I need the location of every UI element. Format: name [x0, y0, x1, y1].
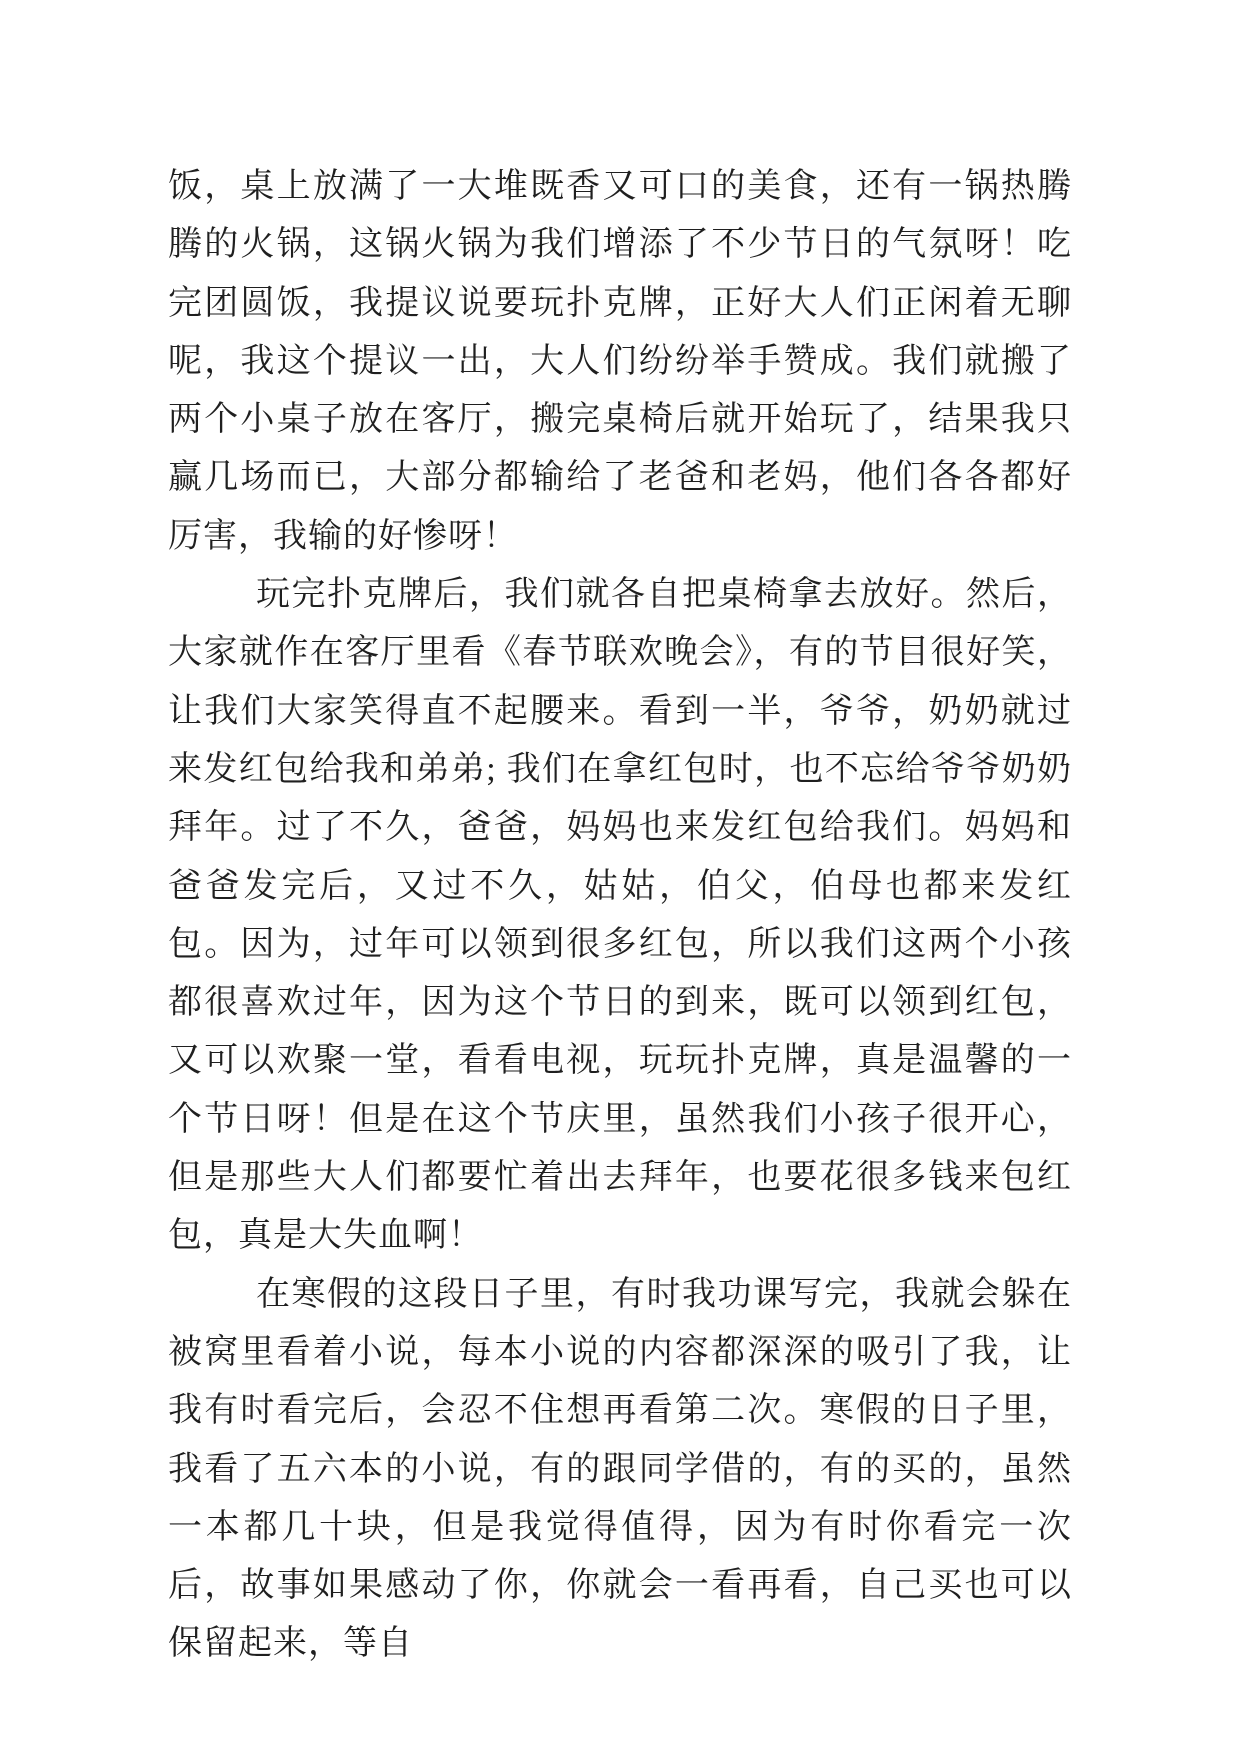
paragraph: 在寒假的这段日子里，有时我功课写完，我就会躲在被窝里看着小说，每本小说的内容都深深的吸引了我，让我有时看完后，会忍不住想再看第二次。寒假的日子里，我看了五六本的小说，有的跟同学借的，有的买的，虽然一本都几十块，但是我觉得值得，因为有时你看完一次后，故事如果感动了你，你就会一看再看，自己买也可以保留起来，等自 — [168, 1275, 1072, 1663]
paragraph: 玩完扑克牌后，我们就各自把桌椅拿去放好。然后，大家就作在客厅里看《春节联欢晚会》，有的节目很好笑，让我们大家笑得直不起腰来。看到一半，爷爷，奶奶就过来发红包给我和弟弟; 我们在拿红包时，也不忘给爷爷奶奶拜年。过了不久，爸爸，妈妈也来发红包给我们。妈妈和爸爸发完后，又过不久，姑姑，伯父，伯母也都来发红包。因为，过年可以领到很多红包，所以我们这两个小孩都很喜欢过年，因为这个节日的到来，既可以领到红包，又可以欢聚一堂，看看电视，玩玩扑克牌，真是温馨的一个节日呀！但是在这个节庆里，虽然我们小孩子很开心，但是那些大人们都要忙着出去拜年，也要花很多钱来包红包，真是大失血啊！ — [168, 576, 1072, 1255]
essay-body — [168, 158, 1072, 1674]
paragraph: 饭，桌上放满了一大堆既香又可口的美食，还有一锅热腾腾的火锅，这锅火锅为我们增添了不少节日的气氛呀！吃完团圆饭，我提议说要玩扑克牌，正好大人们正闲着无聊呢，我这个提议一出，大人们纷纷举手赞成。我们就搬了两个小桌子放在客厅，搬完桌椅后就开始玩了，结果我只赢几场而已，大部分都输给了老爸和老妈，他们各各都好厉害，我输的好惨呀！ — [168, 168, 1072, 555]
